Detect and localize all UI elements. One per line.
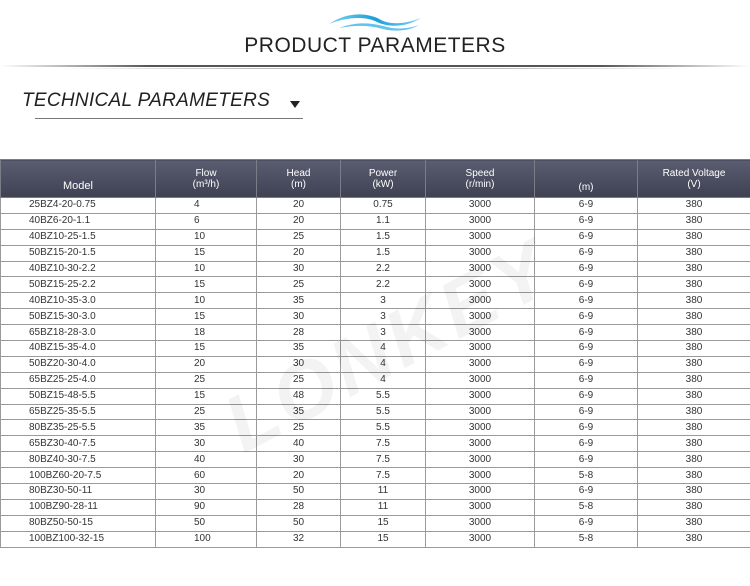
cell-range: 6-9: [535, 245, 638, 261]
column-header-model: [1, 160, 156, 198]
cell-head: 50: [257, 515, 341, 531]
cell-range: 6-9: [535, 261, 638, 277]
cell-model: 80BZ30-50-11: [1, 484, 156, 500]
cell-range: 6-9: [535, 213, 638, 229]
title-divider: [0, 65, 750, 67]
cell-model: 50BZ20-30-4.0: [1, 356, 156, 372]
cell-power: 3: [341, 325, 426, 341]
cell-speed: 3000: [426, 420, 535, 436]
cell-range: 5-8: [535, 468, 638, 484]
cell-head: 48: [257, 388, 341, 404]
cell-speed: 3000: [426, 515, 535, 531]
cell-speed: 3000: [426, 484, 535, 500]
cell-head: 25: [257, 420, 341, 436]
cell-voltage: 380: [638, 404, 750, 420]
cell-range: 6-9: [535, 388, 638, 404]
cell-head: 28: [257, 325, 341, 341]
cell-voltage: 380: [638, 420, 750, 436]
cell-power: 4: [341, 372, 426, 388]
cell-voltage: 380: [638, 229, 750, 245]
cell-model: 65BZ25-35-5.5: [1, 404, 156, 420]
cell-flow: 10: [156, 293, 257, 309]
cell-model: 100BZ60-20-7.5: [1, 468, 156, 484]
cell-model: 40BZ6-20-1.1: [1, 213, 156, 229]
cell-range: 6-9: [535, 356, 638, 372]
cell-speed: 3000: [426, 436, 535, 452]
cell-head: 50: [257, 484, 341, 500]
cell-flow: 15: [156, 309, 257, 325]
cell-model: 50BZ15-25-2.2: [1, 277, 156, 293]
cell-power: 11: [341, 484, 426, 500]
table-row: [1, 468, 750, 484]
column-label: Speed: [465, 167, 495, 179]
cell-power: 1.5: [341, 245, 426, 261]
cell-range: 6-9: [535, 515, 638, 531]
cell-voltage: 380: [638, 277, 750, 293]
cell-range: 6-9: [535, 452, 638, 468]
cell-speed: 3000: [426, 293, 535, 309]
cell-voltage: 380: [638, 309, 750, 325]
column-label: Model: [63, 180, 93, 192]
cell-flow: 15: [156, 277, 257, 293]
cell-head: 28: [257, 499, 341, 515]
column-unit: (m): [578, 182, 594, 193]
cell-speed: 3000: [426, 261, 535, 277]
column-header-voltage: [638, 160, 750, 198]
column-label: Power: [368, 167, 398, 179]
table-row: [1, 420, 750, 436]
page-title: PRODUCT PARAMETERS: [244, 34, 506, 57]
triangle-down-icon: [290, 101, 300, 108]
column-unit: (m): [291, 178, 306, 190]
cell-head: 25: [257, 372, 341, 388]
cell-model: 100BZ90-28-11: [1, 499, 156, 515]
cell-model: 40BZ10-30-2.2: [1, 261, 156, 277]
column-unit: (kW): [372, 178, 394, 190]
cell-head: 35: [257, 404, 341, 420]
cell-range: 6-9: [535, 484, 638, 500]
cell-voltage: 380: [638, 341, 750, 357]
table-row: [1, 277, 750, 293]
cell-speed: 3000: [426, 213, 535, 229]
cell-speed: 3000: [426, 531, 535, 547]
column-label: Rated Voltage: [662, 167, 726, 179]
cell-range: 6-9: [535, 229, 638, 245]
column-label: Head: [286, 167, 311, 179]
cell-model: 65BZ18-28-3.0: [1, 325, 156, 341]
cell-model: 50BZ15-48-5.5: [1, 388, 156, 404]
cell-power: 15: [341, 515, 426, 531]
cell-flow: 25: [156, 404, 257, 420]
cell-voltage: 380: [638, 293, 750, 309]
table-row: [1, 229, 750, 245]
cell-power: 1.5: [341, 229, 426, 245]
cell-flow: 100: [156, 531, 257, 547]
cell-flow: 15: [156, 341, 257, 357]
cell-voltage: 380: [638, 356, 750, 372]
cell-model: 80BZ40-30-7.5: [1, 452, 156, 468]
table-row: [1, 213, 750, 229]
wave-logo-icon: [325, 8, 425, 32]
section-divider: [35, 118, 303, 119]
cell-model: 65BZ25-25-4.0: [1, 372, 156, 388]
cell-head: 20: [257, 245, 341, 261]
cell-power: 11: [341, 499, 426, 515]
cell-power: 1.1: [341, 213, 426, 229]
cell-power: 5.5: [341, 420, 426, 436]
cell-voltage: 380: [638, 484, 750, 500]
cell-flow: 30: [156, 436, 257, 452]
column-header-speed: [426, 160, 535, 198]
cell-speed: 3000: [426, 404, 535, 420]
cell-flow: 20: [156, 356, 257, 372]
table-row: [1, 531, 750, 547]
cell-range: 6-9: [535, 372, 638, 388]
cell-model: 80BZ35-25-5.5: [1, 420, 156, 436]
cell-range: 5-8: [535, 531, 638, 547]
column-unit: (m³/h): [192, 178, 220, 190]
cell-voltage: 380: [638, 261, 750, 277]
column-unit: (r/min): [465, 178, 495, 190]
cell-head: 25: [257, 229, 341, 245]
cell-model: 25BZ4-20-0.75: [1, 198, 156, 214]
cell-power: 4: [341, 356, 426, 372]
cell-speed: 3000: [426, 229, 535, 245]
cell-head: 35: [257, 293, 341, 309]
cell-voltage: 380: [638, 245, 750, 261]
cell-power: 3: [341, 309, 426, 325]
table-row: [1, 404, 750, 420]
cell-model: 50BZ15-20-1.5: [1, 245, 156, 261]
cell-speed: 3000: [426, 499, 535, 515]
cell-speed: 3000: [426, 325, 535, 341]
cell-flow: 4: [156, 198, 257, 214]
cell-range: 6-9: [535, 404, 638, 420]
cell-power: 0.75: [341, 198, 426, 214]
table-row: [1, 499, 750, 515]
cell-flow: 35: [156, 420, 257, 436]
cell-flow: 15: [156, 388, 257, 404]
column-unit: (V): [687, 178, 701, 190]
cell-head: 20: [257, 198, 341, 214]
column-header-power: [341, 160, 426, 198]
cell-head: 20: [257, 468, 341, 484]
cell-model: 80BZ50-50-15: [1, 515, 156, 531]
cell-voltage: 380: [638, 499, 750, 515]
column-label: Flow: [195, 167, 217, 179]
cell-range: 6-9: [535, 341, 638, 357]
cell-flow: 50: [156, 515, 257, 531]
cell-voltage: 380: [638, 388, 750, 404]
cell-flow: 18: [156, 325, 257, 341]
table-row: [1, 484, 750, 500]
cell-speed: 3000: [426, 341, 535, 357]
cell-flow: 30: [156, 484, 257, 500]
cell-power: 2.2: [341, 277, 426, 293]
cell-flow: 60: [156, 468, 257, 484]
cell-range: 6-9: [535, 436, 638, 452]
cell-head: 25: [257, 277, 341, 293]
cell-range: 6-9: [535, 420, 638, 436]
title-divider-secondary: [60, 68, 690, 69]
cell-range: 5-8: [535, 499, 638, 515]
cell-range: 6-9: [535, 325, 638, 341]
cell-range: 6-9: [535, 277, 638, 293]
table-row: [1, 245, 750, 261]
table-row: [1, 452, 750, 468]
cell-range: 6-9: [535, 309, 638, 325]
cell-flow: 40: [156, 452, 257, 468]
cell-flow: 6: [156, 213, 257, 229]
cell-voltage: 380: [638, 436, 750, 452]
cell-voltage: 380: [638, 531, 750, 547]
cell-voltage: 380: [638, 468, 750, 484]
cell-voltage: 380: [638, 452, 750, 468]
cell-flow: 10: [156, 229, 257, 245]
cell-power: 7.5: [341, 468, 426, 484]
table-row: [1, 515, 750, 531]
table-header-row: [1, 160, 750, 198]
cell-head: 32: [257, 531, 341, 547]
cell-power: 2.2: [341, 261, 426, 277]
cell-flow: 25: [156, 372, 257, 388]
cell-speed: 3000: [426, 356, 535, 372]
cell-power: 5.5: [341, 388, 426, 404]
cell-speed: 3000: [426, 452, 535, 468]
cell-power: 15: [341, 531, 426, 547]
cell-range: 6-9: [535, 198, 638, 214]
cell-head: 40: [257, 436, 341, 452]
cell-flow: 90: [156, 499, 257, 515]
cell-voltage: 380: [638, 325, 750, 341]
cell-speed: 3000: [426, 372, 535, 388]
cell-range: 6-9: [535, 293, 638, 309]
cell-power: 5.5: [341, 404, 426, 420]
cell-voltage: 380: [638, 372, 750, 388]
cell-voltage: 380: [638, 213, 750, 229]
cell-flow: 10: [156, 261, 257, 277]
table-row: [1, 436, 750, 452]
section-title: TECHNICAL PARAMETERS: [22, 90, 271, 111]
cell-voltage: 380: [638, 515, 750, 531]
cell-flow: 15: [156, 245, 257, 261]
cell-head: 30: [257, 309, 341, 325]
cell-model: 40BZ10-25-1.5: [1, 229, 156, 245]
cell-model: 100BZ100-32-15: [1, 531, 156, 547]
cell-speed: 3000: [426, 309, 535, 325]
cell-model: 40BZ10-35-3.0: [1, 293, 156, 309]
cell-head: 30: [257, 261, 341, 277]
cell-speed: 3000: [426, 468, 535, 484]
cell-speed: 3000: [426, 388, 535, 404]
cell-head: 35: [257, 341, 341, 357]
cell-power: 4: [341, 341, 426, 357]
column-header-head: [257, 160, 341, 198]
column-header-range: [535, 160, 638, 198]
cell-voltage: 380: [638, 198, 750, 214]
cell-model: 50BZ15-30-3.0: [1, 309, 156, 325]
cell-head: 20: [257, 213, 341, 229]
cell-speed: 3000: [426, 277, 535, 293]
column-header-flow: [156, 160, 257, 198]
cell-model: 40BZ15-35-4.0: [1, 341, 156, 357]
cell-speed: 3000: [426, 198, 535, 214]
cell-power: 7.5: [341, 452, 426, 468]
cell-head: 30: [257, 452, 341, 468]
cell-speed: 3000: [426, 245, 535, 261]
table-row: [1, 198, 750, 214]
cell-model: 65BZ30-40-7.5: [1, 436, 156, 452]
table-row: [1, 261, 750, 277]
cell-head: 30: [257, 356, 341, 372]
cell-power: 7.5: [341, 436, 426, 452]
cell-power: 3: [341, 293, 426, 309]
